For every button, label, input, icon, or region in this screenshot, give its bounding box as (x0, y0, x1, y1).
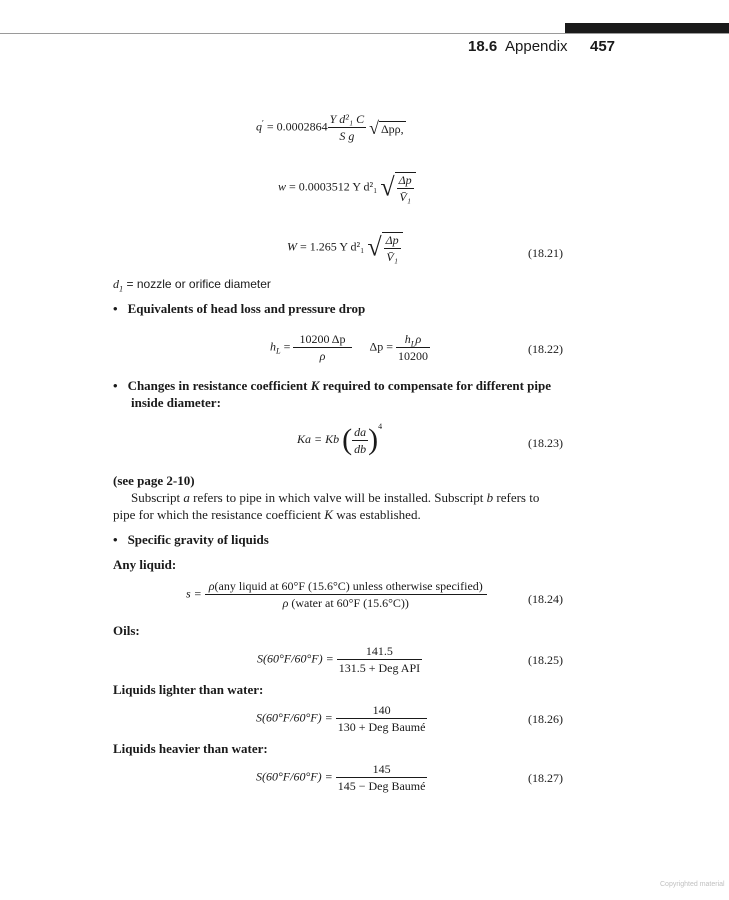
eq-q-fraction (328, 113, 366, 142)
eq-q-lhs: q (256, 119, 262, 134)
equation-lighter (256, 704, 427, 733)
eq-heavier-fraction (336, 763, 428, 792)
eq-number-18-24: (18.24) (528, 592, 563, 606)
heavier-heading: Liquids heavier than water: (113, 741, 268, 756)
eq-number-18-22: (18.22) (528, 342, 563, 356)
eq-ka-exponent: 4 (378, 421, 383, 431)
d1-definition-text: = nozzle or orifice diameter (126, 277, 271, 291)
eq-w-coef: = 0.0003512 Y d²₁ (289, 179, 378, 194)
header-rule (0, 33, 729, 34)
equation-w (278, 172, 416, 203)
eq-q-numerator: Y d²₁ C (329, 112, 365, 126)
eq-hl-fraction (293, 333, 351, 362)
eq-oils-fraction (337, 645, 422, 674)
equation-q-prime (256, 113, 406, 142)
eq-ka-numerator: da (354, 424, 367, 439)
eq-hl-denominator: ρ (319, 349, 326, 363)
eq-W-numerator: Δp (385, 233, 399, 247)
bullet-resistance-text-1: Changes in resistance coefficient (127, 378, 308, 393)
subscript-text-1a: Subscript (131, 490, 181, 505)
bullet-resistance: • Changes in resistance coefficient K required to compensate for different pipe (113, 378, 551, 393)
subscript-a: a (183, 490, 190, 505)
subscript-text-2a: pipe for which the resistance coefficient (113, 507, 322, 522)
bullet-head-loss: • Equivalents of head loss and pressure drop (113, 301, 366, 316)
eq-W-radical: √ $\frac{\Delta p}{\text{V̄₁}}$ (367, 232, 402, 263)
lighter-heading: Liquids lighter than water: (113, 682, 264, 697)
subscript-text-2b: was established. (336, 507, 421, 522)
eq-dp-denominator: 10200 (398, 349, 428, 363)
bullet-resistance-text-1b: required to compensate for different pipe (322, 378, 551, 393)
any-liquid-heading: Any liquid: (113, 557, 177, 572)
equation-W (287, 232, 403, 263)
eq-w-denominator: V̄₁ (399, 190, 411, 204)
bullet-resistance-line2: inside diameter: (131, 395, 221, 410)
equation-hl: $h_L$ = $\frac{10200 \Delta p}{\rho}$ Δp = $\frac{h_L\rho}{10200}$ (270, 332, 428, 363)
bullet-specific-gravity-text: Specific gravity of liquids (127, 532, 269, 547)
eq-oils-denominator: 131.5 + Deg API (338, 661, 421, 675)
d1-definition: $d_1$ = nozzle or orifice diameter (113, 277, 271, 294)
eq-number-18-21: (18.21) (528, 246, 563, 260)
eq-W-coef: = 1.265 Y d²₁ (300, 239, 365, 254)
eq-oils-lhs: S(60°F/60°F) = (257, 651, 334, 666)
eq-dp-lhs: Δp = (369, 339, 393, 354)
eq-heavier-denominator: 145 − Deg Baumé (337, 779, 426, 793)
eq-number-18-27: (18.27) (528, 771, 563, 785)
see-page-reference: (see page 2-10) (113, 473, 195, 488)
equation-heavier (256, 763, 427, 792)
bullet-resistance-k: K (310, 378, 320, 393)
eq-lighter-fraction (336, 704, 428, 733)
eq-ka-lhs: Ka = Kb (297, 431, 340, 446)
equation-ka: Ka = Kb ( $\frac{da}{db}$ )$^4$ (297, 421, 383, 456)
eq-q-denominator: S g (339, 129, 355, 143)
subscript-k: K (324, 507, 333, 522)
eq-heavier-lhs: S(60°F/60°F) = (256, 769, 333, 784)
eq-ka-fraction (352, 426, 368, 455)
eq-q-radical: √ Δpρ, (369, 117, 404, 138)
eq-ka-denominator: db (354, 441, 367, 456)
eq-hl-numerator: 10200 Δp (299, 332, 346, 346)
equation-any-liquid (186, 580, 487, 609)
eq-q-radicand: Δpρ, (380, 121, 404, 136)
bullet-head-loss-text: Equivalents of head loss and pressure drop (127, 301, 366, 316)
eq-lighter-numerator: 140 (336, 704, 428, 719)
eq-q-prime-mark: ′ (262, 118, 264, 128)
eq-dp-fraction: $\frac{h_L\rho}{10200}$ (398, 332, 428, 363)
subscript-paragraph-line2 (113, 506, 421, 524)
eq-lighter-lhs: S(60°F/60°F) = (256, 710, 333, 725)
eq-w-numerator: Δp (398, 173, 412, 187)
eq-any-fraction: $\frac{\text{ρ(any liquid at 60°F (15.6°C) unless otherwise specified)}}{\text{ρ (water at 60°F (15.6°C))}}$ (205, 580, 487, 609)
subscript-paragraph-line1 (131, 489, 539, 507)
page-number: 457 (590, 38, 616, 55)
section-number: 18.6 (468, 38, 498, 55)
eq-w-lhs: w (278, 179, 287, 194)
eq-any-numerator: (any liquid at 60°F (15.6°C) unless otherwise specified) (214, 579, 483, 593)
section-title: Appendix (505, 38, 568, 55)
oils-heading: Oils: (113, 623, 140, 638)
equation-oils (257, 645, 422, 674)
eq-number-18-26: (18.26) (528, 712, 563, 726)
eq-any-lhs: s = (186, 586, 202, 601)
eq-W-denominator: V̄₁ (386, 250, 398, 264)
eq-w-radical: √ $\frac{\Delta p}{\text{V̄₁}}$ (380, 172, 415, 203)
subscript-b: b (486, 490, 494, 505)
subscript-text-1b: refers to pipe in which valve will be installed. Subscript (193, 490, 484, 505)
eq-dp-numerator: h (404, 332, 411, 346)
eq-number-18-25: (18.25) (528, 653, 563, 667)
eq-any-denominator: (water at 60°F (15.6°C)) (291, 596, 409, 610)
eq-heavier-numerator: 145 (336, 763, 428, 778)
bullet-specific-gravity: • Specific gravity of liquids (113, 532, 269, 547)
eq-lighter-denominator: 130 + Deg Baumé (337, 720, 426, 734)
eq-hl-lhs: h (270, 339, 276, 354)
header-bar (565, 23, 729, 33)
copyright-watermark: Copyrighted material (660, 881, 725, 888)
eq-W-lhs: W (287, 239, 297, 254)
eq-q-coef: = 0.0002864 (266, 119, 328, 134)
eq-oils-numerator: 141.5 (337, 645, 422, 660)
subscript-text-1c: refers to (496, 490, 540, 505)
eq-number-18-23: (18.23) (528, 436, 563, 450)
